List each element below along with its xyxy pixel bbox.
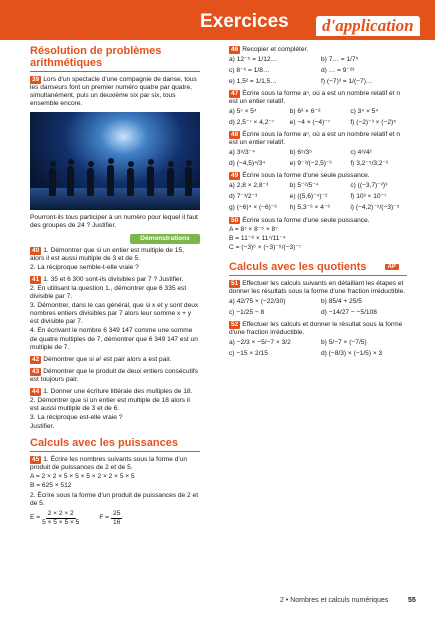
item: e) 9⁻³/(−2,5)⁻³ xyxy=(289,160,332,168)
expression-c: C = (−3)⁶ × (−3)⁻⁸/(−3)⁻⁷ xyxy=(229,243,302,251)
exercise-43 xyxy=(30,368,200,384)
exercise-number: 40 xyxy=(32,247,40,255)
exercise-text: Justifier. xyxy=(30,422,55,430)
exercise-number: 49 xyxy=(231,172,239,180)
exercise-items xyxy=(229,149,407,168)
item: c) 8⁻⁶ = 1/8… xyxy=(229,67,270,75)
item: e) 1,5² = 1/1,5… xyxy=(229,78,277,86)
item: d) −14/27 − −5/108 xyxy=(321,309,377,317)
item: g) (−6)⁴ × (−6)⁻³ xyxy=(229,204,277,212)
expression-a: A = 2 × 2 × 5 × 5 × 5 × 2 × 2 × 5 × 5 xyxy=(30,473,135,481)
item: c) ((−3,7)⁻²)³ xyxy=(350,182,388,190)
exercise-items xyxy=(229,56,407,86)
item: f) (−7)³ = 1/(−7)… xyxy=(321,78,373,86)
exercise-text: 4. En écrivant le nombre 6 349 147 comme une somme de quatre multiples de 7, démontrer que 6 349 147 est un multiple de 7. xyxy=(30,327,198,351)
item: b) 6⁵/3⁵ xyxy=(289,149,312,157)
page-subtitle: d'application xyxy=(316,16,420,36)
fraction-row xyxy=(30,510,200,527)
expression-b: B = 11⁻⁸ × 11⁷/11⁻⁴ xyxy=(229,234,286,242)
exercise-44 xyxy=(30,388,200,431)
exercise-text: Écrire sous la forme aⁿ, où a est un nombre relatif et n est un entier relatif. xyxy=(229,90,401,106)
ap-badge: AP xyxy=(385,264,399,270)
item: a) 42/75 × (−22/30) xyxy=(229,298,286,306)
exercise-45 xyxy=(30,456,200,526)
item: f) 3,2⁻⁵/3,2⁻² xyxy=(350,160,389,168)
header-bar xyxy=(0,0,435,40)
exercise-text: 3. Démontrer, dans le cas général, que si x et y sont deux nombres entiers divisibles par 7 alors leur somme x + y est divisible par 7. xyxy=(30,302,199,326)
exercise-text: 1. Écrire les nombres suivants sous la forme d'un produit de puissances de 2 et de 5. xyxy=(30,456,188,472)
item: b) 5/−7 × (−7/5) xyxy=(321,339,367,347)
exercise-number: 42 xyxy=(32,355,40,363)
expression-a: A = 8⁷ × 8⁻⁵ × 8⁷ xyxy=(229,225,278,233)
exercise-items xyxy=(229,182,407,212)
exercise-number: 48 xyxy=(231,131,239,139)
exercise-text: Effectuer les calculs suivants en détaillant les étapes et donner les résultats sous la forme d'une fraction irréductible. xyxy=(229,280,406,296)
expression-b: B = 625 × 512 xyxy=(30,482,72,490)
section-title-quotients: Calculs avec les quotients AP xyxy=(229,262,407,277)
exercise-number: 43 xyxy=(32,367,40,375)
expression-label: F = xyxy=(99,514,110,522)
item: a) 3⁸/3⁻⁴ xyxy=(229,149,255,157)
item: c) −1/25 − 8 xyxy=(229,309,265,317)
item: b) 7… = 1/7⁵ xyxy=(321,56,359,64)
exercise-text: 1. Démontrer que si un entier est multiple de 15, alors il est aussi multiple de 3 et de 5. xyxy=(30,247,184,263)
exercise-text: Recopier et compléter. xyxy=(242,46,309,53)
item: f) (−2)⁻³ × (−2)⁵ xyxy=(350,119,396,127)
section-title-arithmetic: Résolution de problèmes arithmétiques xyxy=(30,46,200,72)
exercise-number: 51 xyxy=(231,280,239,288)
item: e) ((5,6)⁻⁴)⁻² xyxy=(289,193,328,201)
item: a) 2,8 × 2,8⁻³ xyxy=(229,182,269,190)
exercise-text: Lors d'un spectacle d'une compagnie de danse, tous les danseurs font un premier numéro quatre par quatre, simultanément, puis un deuxième six par six, tous ensemble encore. xyxy=(30,76,197,108)
exercise-number: 52 xyxy=(231,321,239,329)
item: c) −15 × 2/15 xyxy=(229,350,268,358)
exercise-47 xyxy=(229,90,407,127)
exercise-items xyxy=(229,298,407,317)
exercise-49 xyxy=(229,172,407,212)
exercise-text: Écrire sous la forme d'une seule puissance. xyxy=(242,216,370,224)
page-title: Exercices xyxy=(200,11,289,32)
demonstrations-label: Démonstrations xyxy=(130,234,200,244)
dance-show-photo xyxy=(30,112,200,210)
exercise-text: 1. Donner une écriture littérale des multiples de 18. xyxy=(43,387,193,395)
exercise-46 xyxy=(229,46,407,86)
exercise-52 xyxy=(229,321,407,358)
exercise-items xyxy=(229,108,407,127)
item: d) 7⁻³/2⁻³ xyxy=(229,193,258,201)
item: d) 2,5⁻⁷ × 4,2⁻⁷ xyxy=(229,119,275,127)
exercise-items xyxy=(229,339,407,358)
exercise-50 xyxy=(229,217,407,252)
item: b) 85/4 + 25/5 xyxy=(321,298,362,306)
exercise-text: Démontrer que si a² est pair alors a est pair. xyxy=(43,355,172,363)
exercise-39 xyxy=(30,76,200,230)
exercise-number: 39 xyxy=(32,76,40,84)
exercise-number: 41 xyxy=(32,276,40,284)
item: h) 5,3⁻⁶ × 4⁻⁶ xyxy=(289,204,331,212)
exercise-text: 2. En utilisant la question 1., démontrer que 6 335 est divisible par 7. xyxy=(30,285,187,301)
item: a) 12⁻⁵ = 1/12… xyxy=(229,56,278,64)
page-number: 55 xyxy=(408,597,416,604)
item: d) (−8/3) × (−1/5) × 3 xyxy=(321,350,383,358)
exercise-48 xyxy=(229,131,407,168)
item: b) 5⁻²/5⁻⁴ xyxy=(289,182,319,190)
exercise-text: 2. Écrire sous la forme d'un produit de puissances de 2 et de 5. xyxy=(30,491,199,507)
item: d) … = 9⁻²³ xyxy=(321,67,355,75)
fraction-f: $\frac{25}{16}$ xyxy=(113,509,121,526)
item: f) 10³ × 10⁻⁷ xyxy=(350,193,387,201)
exercise-number: 44 xyxy=(32,387,40,395)
exercise-question: Pourront-ils tous participer à un numéro pour lequel il faut des groupes de 24 ? Justifier. xyxy=(30,214,198,230)
exercise-42 xyxy=(30,356,200,364)
item: a) 5⁷ × 5⁴ xyxy=(229,108,257,116)
exercise-40 xyxy=(30,247,200,272)
left-column xyxy=(30,46,200,531)
item: e) −4 × (−4)⁻⁷ xyxy=(289,119,331,127)
exercise-number: 46 xyxy=(231,46,239,53)
item: c) 4⁶/4² xyxy=(350,149,372,157)
exercise-number: 50 xyxy=(231,216,239,224)
right-column xyxy=(229,46,407,362)
exercise-text: Effectuer les calculs et donner le résultat sous la forme d'une fraction irréductible. xyxy=(229,321,403,337)
item: i) (−4,2)⁻⁵/(−3)⁻⁵ xyxy=(350,204,400,212)
chapter-footer: 2 • Nombres et calculs numériques xyxy=(280,597,389,604)
exercise-text: Écrire sous la forme d'une seule puissance. xyxy=(242,172,370,180)
exercise-text: 2. Démontrer que si un entier est multiple de 18 alors il est aussi multiple de 3 et de 6. xyxy=(30,396,190,412)
exercise-text: Écrire sous la forme aⁿ, où a est un nombre relatif et n est un entier relatif. xyxy=(229,131,401,147)
exercise-number: 47 xyxy=(231,90,239,98)
exercise-51 xyxy=(229,280,407,317)
expression-label: E = xyxy=(30,514,41,522)
exercise-text: Démontrer que le produit de deux entiers consécutifs est toujours pair. xyxy=(30,367,198,383)
item: b) 6³ × 6⁻⁸ xyxy=(289,108,321,116)
exercise-number: 45 xyxy=(32,456,40,464)
exercise-text: 2. La réciproque semble-t-elle vraie ? xyxy=(30,264,139,272)
item: c) 3⁴ × 5⁴ xyxy=(350,108,379,116)
fraction-e: $\frac{2 \times 2 \times 2}{5 \times 5 \times 5 \times 5}$ xyxy=(42,509,80,526)
item: d) (−4,5)⁴/3⁴ xyxy=(229,160,266,168)
exercise-41 xyxy=(30,276,200,351)
exercise-text: 1. 35 et 6 300 sont-ils divisibles par 7 ? Justifier. xyxy=(43,276,184,284)
item: a) −2/3 × −5/−7 × 3/2 xyxy=(229,339,291,347)
section-title-powers: Calculs avec les puissances xyxy=(30,438,200,453)
exercise-text: 3. La réciproque est-elle vraie ? xyxy=(30,413,123,421)
